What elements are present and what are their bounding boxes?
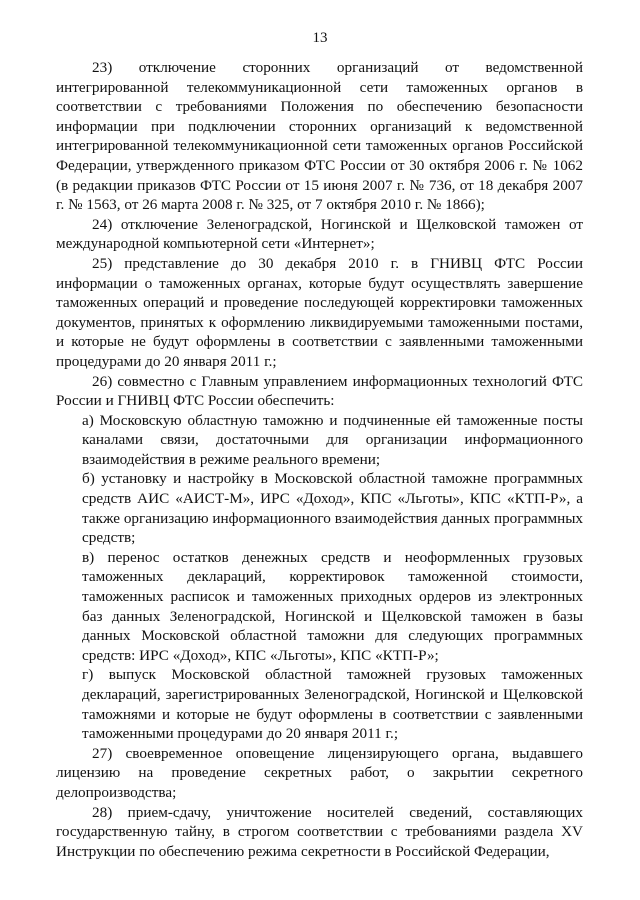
item-25: 25) представление до 30 декабря 2010 г. в ГНИВЦ ФТС России информации о таможенных органах, которые будут осуществлять завершение таможенных операций и проведение последующей корректировки таможенных документов, принятых к оформлению ликвидируемыми таможенными постами, и которые не будут оформлены в соответствии с заявленными таможенными процедурами до 20 января 2011 г.;	[56, 254, 583, 370]
item-24: 24) отключение Зеленоградской, Ногинской и Щелковской таможен от международной компьютерной сети «Интернет»;	[56, 215, 583, 253]
item-26: 26) совместно с Главным управлением информационных технологий ФТС России и ГНИВЦ ФТС России обеспечить:	[56, 372, 583, 410]
item-27: 27) своевременное оповещение лицензирующего органа, выдавшего лицензию на проведение секретных работ, о закрытии секретного делопроизводства;	[56, 744, 583, 801]
subitem-b: б) установку и настройку в Московской областной таможне программных средств АИС «АИСТ-М», ИРС «Доход», КПС «Льготы», КПС «КТП-Р», а также организацию информационного взаимодействия данных программных средств;	[82, 470, 583, 547]
subitem-v: в) перенос остатков денежных средств и неоформленных грузовых таможенных деклараций, корректировок таможенной стоимости, таможенных расписок и таможенных приходных ордеров из электронных баз данных Зеленоградской, Ногинской и Щелковской таможен в базы данных Московской областной таможни для следующих программных средств: ИРС «Доход», КПС «Льготы», КПС «КТП-Р»;	[82, 548, 583, 664]
item-23: 23) отключение сторонних организаций от ведомственной интегрированной телекоммуникационной сети таможенных органов в соответствии с требованиями Положения по обеспечению безопасности информации при подключении сторонних организаций к ведомственной интегрированной телекоммуникационной сети таможенных органов Российской Федерации, утвержденного приказом ФТС России от 30 октября 2006 г. № 1062 (в редакции приказов ФТС России от 15 июня 2007 г. № 736, от 18 декабря 2007 г. № 1563, от 26 марта 2008 г. № 325, от 7 октября 2010 г. № 1866);	[56, 59, 583, 214]
page-number: 13	[312, 30, 328, 46]
item-28: 28) прием-сдачу, уничтожение носителей сведений, составляющих государственную тайну, в строгом соответствии с требованиями раздела XV Инструкции по обеспечению режима секретности в Российской Федерации,	[56, 803, 583, 860]
item-26-subitems	[56, 411, 583, 744]
subitem-a: а) Московскую областную таможню и подчиненные ей таможенные посты каналами связи, достаточными для организации информационного взаимодействия в режиме реального времени;	[82, 411, 583, 468]
subitem-g: г) выпуск Московской областной таможней грузовых таможенных деклараций, зарегистрированных Зеленоградской, Ногинской и Щелковской таможнями и которые не будут оформлены в соответствии с заявленными таможенными процедурами до 20 января 2011 г.;	[82, 666, 583, 743]
document-body	[56, 58, 583, 861]
